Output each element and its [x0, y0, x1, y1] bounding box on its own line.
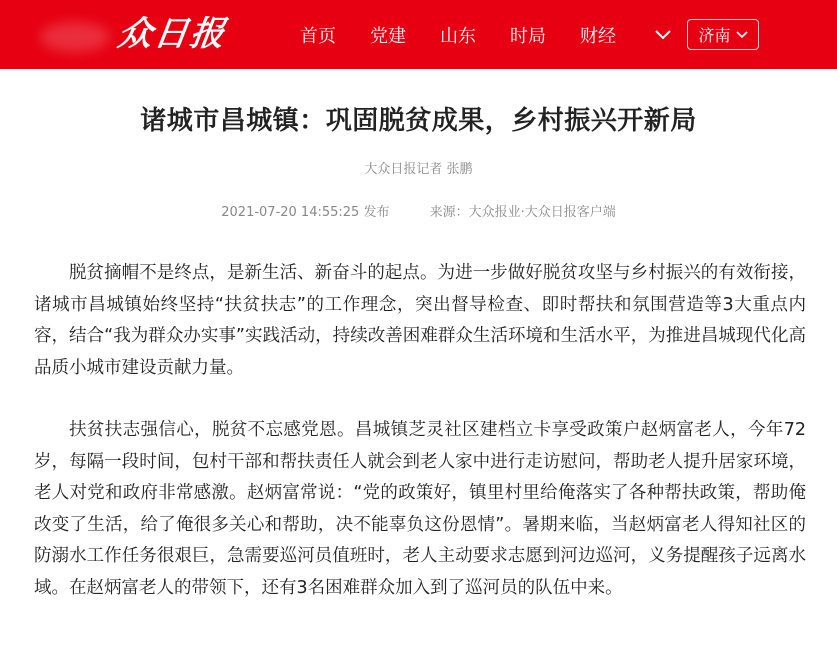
nav-item-current-affairs[interactable]: 时局 [510, 25, 546, 47]
article-meta [0, 201, 837, 220]
article-body [34, 258, 806, 635]
nav-more-button[interactable] [654, 29, 672, 41]
chevron-down-icon [736, 31, 748, 39]
article-paragraph: 脱贫摘帽不是终点，是新生活、新奋斗的起点。为进一步做好脱贫攻坚与乡村振兴的有效衔接，诸城市昌城镇始终坚持“扶贫扶志”的工作理念，突出督导检查、即时帮扶和氛围营造等3大重点内容，结合“我为群众办实事”实践活动，持续改善困难群众生活环境和生活水平，为推进昌城现代化高品质小城市建设贡献力量。 [34, 263, 806, 378]
nav-item-party[interactable]: 党建 [370, 25, 406, 47]
article-title: 诸城市昌城镇：巩固脱贫成果，乡村振兴开新局 [140, 106, 697, 136]
top-header-bar [0, 0, 837, 69]
nav-item-finance[interactable]: 财经 [580, 25, 616, 47]
publish-time: 2021-07-20 14:55:25 发布 [221, 205, 390, 220]
article-source: 来源：大众报业·大众日报客户端 [429, 205, 616, 220]
chevron-down-icon [654, 29, 672, 41]
city-label: 济南 [698, 26, 731, 45]
article-paragraph: 扶贫扶志强信心，脱贫不忘感党恩。昌城镇芝灵社区建档立卡享受政策户赵炳富老人，今年72岁，每隔一段时间，包村干部和帮扶责任人就会到老人家中进行走访慰问，帮助老人提升居家环境，老人对党和政府非常感激。赵炳富常说：“党的政策好，镇里村里给俺落实了各种帮扶政策，帮助俺改变了生活，给了俺很多关心和帮助，决不能辜负这份恩情”。暑期来临，当赵炳富老人得知社区的防溺水工作任务很艰巨，急需要巡河员值班时，老人主动要求志愿到河边巡河，义务提醒孩子远离水域。在赵炳富老人的带领下，还有3名困难群众加入到了巡河员的队伍中来。 [34, 420, 806, 598]
nav-item-home[interactable]: 首页 [300, 25, 336, 47]
site-logo[interactable]: 众日报 [115, 14, 229, 54]
nav-item-shandong[interactable]: 山东 [440, 25, 476, 47]
city-select-button[interactable] [687, 19, 759, 50]
logo-blurred-mark [40, 22, 110, 52]
article-author: 大众日报记者 张鹏 [364, 162, 473, 177]
main-nav [300, 0, 694, 69]
